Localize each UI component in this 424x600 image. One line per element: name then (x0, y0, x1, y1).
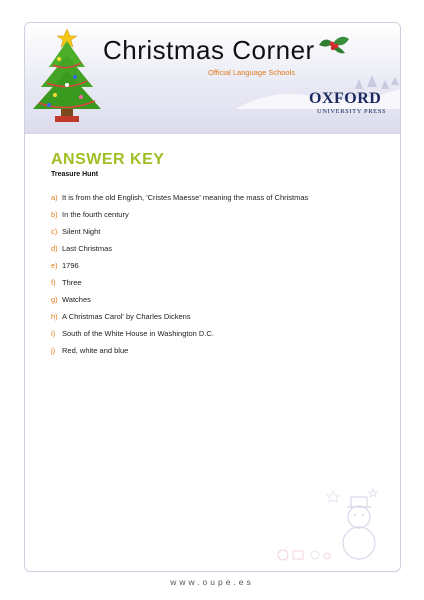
answer-key-heading: ANSWER KEY (51, 151, 165, 168)
answer-text: Silent Night (62, 227, 101, 236)
christmas-tree-icon (27, 25, 107, 125)
toys-icon (275, 543, 335, 563)
oxford-logo: OXFORD (309, 90, 382, 107)
site-subtitle: Official Language Schools (208, 68, 296, 77)
answer-text: Three (62, 278, 82, 287)
answer-letter: d) (51, 244, 58, 253)
answer-item (51, 312, 371, 322)
answer-text: A Christmas Carol' by Charles Dickens (62, 312, 191, 321)
answer-letter: j) (51, 346, 56, 355)
answer-list (51, 193, 371, 363)
answer-letter: b) (51, 210, 58, 219)
answer-item (51, 227, 371, 237)
answer-item (51, 244, 371, 254)
answer-text: In the fourth century (62, 210, 129, 219)
page-frame (24, 22, 401, 572)
answer-text: It is from the old English, 'Cristes Maesse' meaning the mass of Christmas (62, 193, 309, 202)
answer-text: 1796 (62, 261, 79, 270)
holly-icon (315, 31, 355, 59)
answer-letter: g) (51, 295, 58, 304)
answer-letter: a) (51, 193, 58, 202)
answer-item (51, 329, 371, 339)
answer-text: Last Christmas (62, 244, 113, 253)
site-title: Christmas Corner (103, 35, 315, 65)
answer-item (51, 295, 371, 305)
answer-letter: i) (51, 329, 56, 338)
answer-item (51, 261, 371, 271)
answer-text: Red, white and blue (62, 346, 129, 355)
answer-letter: c) (51, 227, 58, 236)
oxford-logo-sub: UNIVERSITY PRESS (317, 108, 387, 115)
answer-item (51, 210, 371, 220)
answer-letter: e) (51, 261, 58, 270)
answer-item (51, 193, 371, 203)
answer-letter: h) (51, 312, 58, 321)
header-divider (25, 133, 400, 134)
answer-item (51, 278, 371, 288)
section-title: Treasure Hunt (51, 171, 99, 178)
answer-text: South of the White House in Washington D.C. (62, 329, 214, 338)
footer-url: www.oupe.es (170, 577, 254, 587)
answer-letter: f) (51, 278, 56, 287)
answer-text: Watches (62, 295, 91, 304)
answer-item (51, 346, 371, 356)
